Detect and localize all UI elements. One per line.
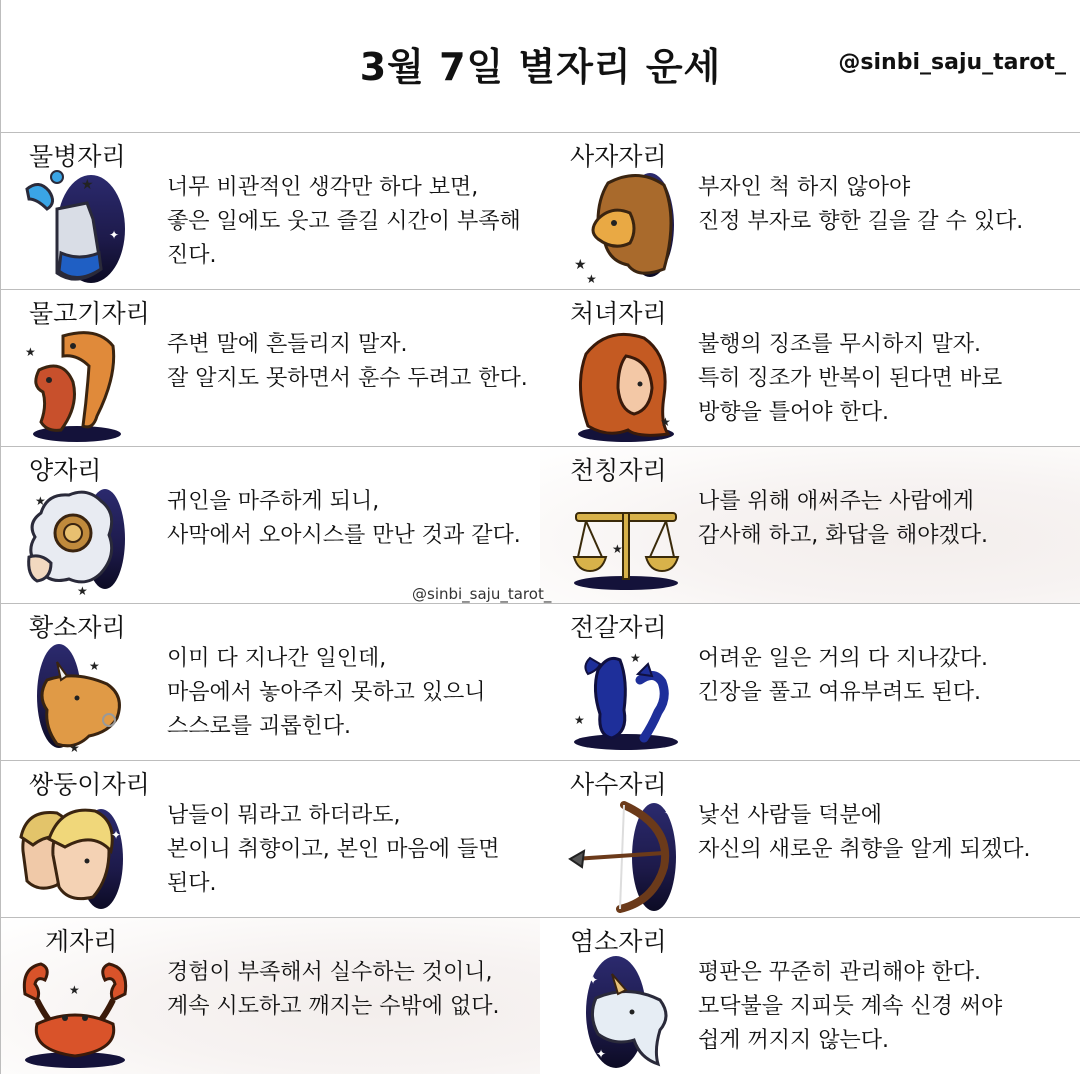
virgo-icon bbox=[568, 326, 684, 442]
sign-card-virgo bbox=[540, 290, 1080, 446]
fortune-text: 이미 다 지나간 일인데, 마음에서 놓아주지 못하고 있으니 스스로를 괴롭힌다. bbox=[167, 646, 486, 739]
aquarius-icon bbox=[17, 169, 133, 285]
sign-name: 염소자리 bbox=[570, 927, 667, 956]
sign-card-leo bbox=[540, 133, 1080, 289]
sign-card-libra bbox=[540, 447, 1080, 603]
sign-name: 전갈자리 bbox=[570, 613, 667, 642]
leo-icon bbox=[568, 169, 684, 285]
sign-name: 황소자리 bbox=[29, 613, 126, 642]
svg-text:★: ★ bbox=[630, 651, 641, 665]
horoscope-grid bbox=[0, 132, 1080, 1081]
horoscope-row bbox=[0, 604, 1080, 761]
sign-card-aries bbox=[0, 447, 540, 603]
svg-text:★: ★ bbox=[25, 345, 36, 359]
sign-card-pisces bbox=[0, 290, 540, 446]
sign-card-scorpio bbox=[540, 604, 1080, 760]
cancer-icon bbox=[17, 954, 133, 1070]
svg-text:★: ★ bbox=[69, 741, 80, 755]
fortune-text: 나를 위해 애써주는 사람에게 감사해 하고, 화답을 해야겠다. bbox=[698, 489, 988, 548]
gemini-icon bbox=[17, 797, 133, 913]
svg-text:★: ★ bbox=[574, 713, 585, 727]
sign-name: 양자리 bbox=[29, 456, 102, 485]
fortune-text: 낯선 사람들 덕분에 자신의 새로운 취향을 알게 되겠다. bbox=[698, 803, 1031, 862]
fortune-text: 평판은 꾸준히 관리해야 한다. 모닥불을 지피듯 계속 신경 써야 쉽게 꺼지지 않는다. bbox=[698, 960, 1003, 1053]
watermark: @sinbi_saju_tarot_ bbox=[412, 585, 552, 603]
fortune-text: 경험이 부족해서 실수하는 것이니, 계속 시도하고 깨지는 수밖에 없다. bbox=[167, 960, 500, 1019]
fortune-text: 불행의 징조를 무시하지 말자. 특히 징조가 반복이 된다면 바로 방향을 틀어야 한다. bbox=[698, 332, 1003, 425]
horoscope-row bbox=[0, 918, 1080, 1075]
svg-text:★: ★ bbox=[574, 257, 587, 273]
header bbox=[0, 0, 1080, 132]
svg-text:★: ★ bbox=[89, 659, 100, 673]
sign-card-capricorn bbox=[540, 918, 1080, 1074]
horoscope-row bbox=[0, 290, 1080, 447]
scorpio-icon bbox=[568, 640, 684, 756]
svg-text:★: ★ bbox=[612, 542, 623, 556]
sign-name: 물병자리 bbox=[29, 142, 126, 171]
taurus-icon bbox=[17, 640, 133, 756]
sign-card-taurus bbox=[0, 604, 540, 760]
sign-name: 사수자리 bbox=[570, 770, 667, 799]
fortune-text: 어려운 일은 거의 다 지나갔다. 긴장을 풀고 여유부려도 된다. bbox=[698, 646, 988, 705]
fortune-text: 주변 말에 흔들리지 말자. 잘 알지도 못하면서 훈수 두려고 한다. bbox=[167, 332, 528, 391]
horoscope-row bbox=[0, 447, 1080, 604]
svg-text:✦: ✦ bbox=[109, 228, 120, 242]
svg-text:★: ★ bbox=[35, 494, 46, 508]
sign-name: 처녀자리 bbox=[570, 299, 667, 328]
pisces-icon bbox=[17, 326, 133, 442]
fortune-text: 부자인 척 하지 않아야 진정 부자로 향한 길을 갈 수 있다. bbox=[698, 175, 1024, 234]
sign-card-gemini bbox=[0, 761, 540, 917]
libra-icon bbox=[568, 483, 684, 599]
sagittarius-icon bbox=[568, 797, 684, 913]
svg-text:✦: ✦ bbox=[588, 973, 599, 987]
page-title: 3월 7일 별자리 운세 bbox=[359, 45, 722, 89]
sign-card-cancer bbox=[0, 918, 540, 1074]
svg-text:★: ★ bbox=[69, 983, 80, 997]
sign-card-sagittarius bbox=[540, 761, 1080, 917]
account-handle: @sinbi_saju_tarot_ bbox=[838, 50, 1066, 75]
sign-name: 게자리 bbox=[45, 927, 118, 956]
horoscope-row bbox=[0, 761, 1080, 918]
aries-icon bbox=[17, 483, 133, 599]
sign-name: 사자자리 bbox=[570, 142, 667, 171]
svg-text:✦: ✦ bbox=[596, 1047, 607, 1061]
svg-text:✦: ✦ bbox=[664, 806, 675, 820]
svg-text:★: ★ bbox=[586, 272, 597, 285]
capricorn-icon bbox=[568, 954, 684, 1070]
sign-card-aquarius bbox=[0, 133, 540, 289]
svg-text:★: ★ bbox=[81, 177, 94, 193]
svg-text:✦: ✦ bbox=[111, 828, 122, 842]
svg-text:★: ★ bbox=[77, 584, 88, 598]
sign-name: 쌍둥이자리 bbox=[29, 770, 150, 799]
fortune-text: 남들이 뭐라고 하더라도, 본이니 취향이고, 본인 마음에 들면 된다. bbox=[167, 803, 500, 896]
sign-name: 천칭자리 bbox=[570, 456, 667, 485]
horoscope-row bbox=[0, 133, 1080, 290]
fortune-text: 너무 비관적인 생각만 하다 보면, 좋은 일에도 웃고 즐길 시간이 부족해 진다. bbox=[167, 175, 521, 268]
fortune-text: 귀인을 마주하게 되니, 사막에서 오아시스를 만난 것과 같다. bbox=[167, 489, 521, 548]
svg-text:★: ★ bbox=[660, 415, 671, 429]
sign-name: 물고기자리 bbox=[29, 299, 150, 328]
